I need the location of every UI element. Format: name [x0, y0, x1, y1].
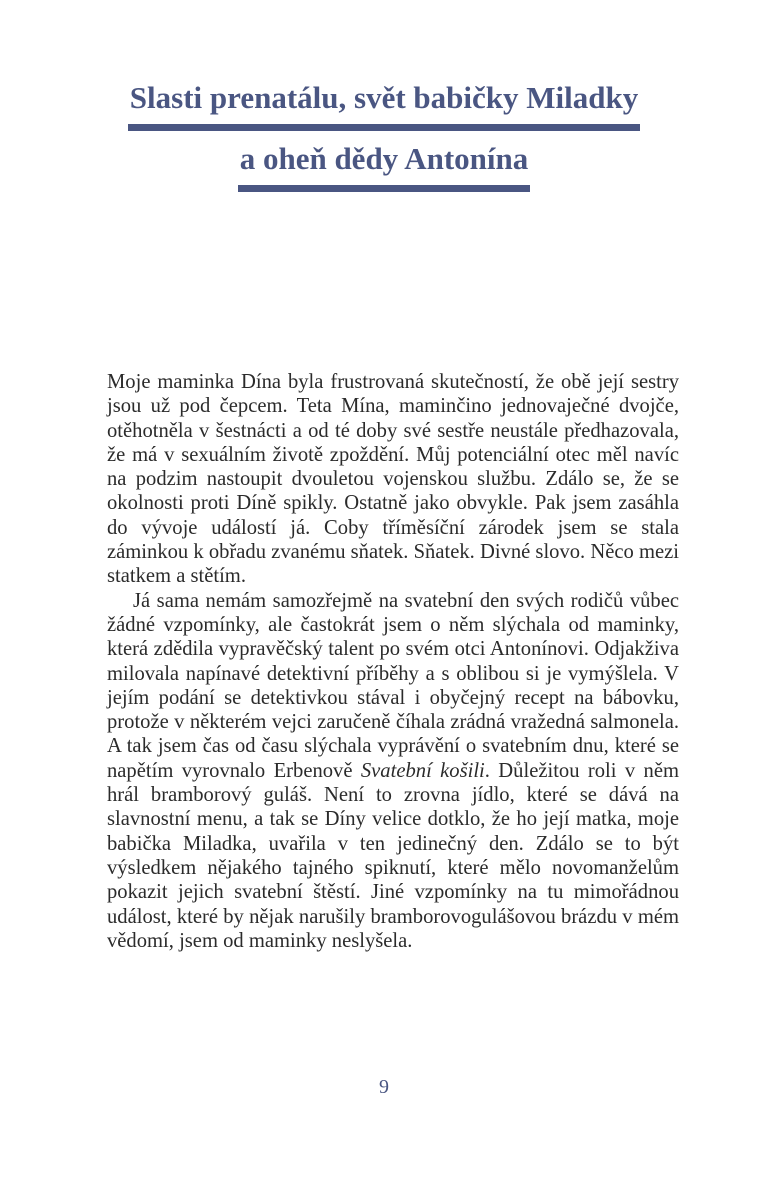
paragraph-1: Moje maminka Dína byla frustrovaná skutečností, že obě její sestry jsou už pod čepcem. Teta Mína, maminčino jednovaječné dvojče, otěhotněla v šestnácti a od té doby své sestře neustále předhazovala, že má v sexuálním životě zpoždění. Můj potenciální otec měl navíc na podzim nastoupit dvouletou vojenskou službu. Zdálo se, že se okolnosti proti Díně spikly. Ostatně jako obvykle. Pak jsem zasáhla do vývoje událostí já. Coby tříměsíční zárodek jsem se stala záminkou k obřadu zvanému sňatek. Sňatek. Divné slovo. Něco mezi statkem a stětím. [107, 371, 679, 588]
paragraph-2-part-1: Já sama nemám samozřejmě na svatební den svých rodičů vůbec žádné vzpomínky, ale častokrát jsem o něm slýchala od maminky, která zdědila vypravěčský talent po svém otci Antonínovi. Odjakživa milovala napínavé detektivní příběhy a s oblibou si je vymýšlela. V jejím podání se detektivkou stával i obyčejný recept na bábovku, protože v některém vejci zaručeně číhala zrádná vražedná salmonela. A tak jsem čas od času slýchala vyprávění o svatebním dnu, které se napětím vyrovnalo Erbenově [107, 589, 679, 782]
book-title-italic: Svatební košili [360, 759, 485, 782]
paragraph-2 [107, 589, 679, 953]
page-number: 9 [379, 1076, 389, 1098]
chapter-title-line-1: Slasti prenatálu, svět babičky Miladky [128, 78, 640, 131]
chapter-title [0, 78, 768, 192]
paragraph-2-part-2: . Důležitou roli v něm hrál bramborový guláš. Není to zrovna jídlo, které se dává na slavnostní menu, a tak se Díny velice dotklo, že ho její matka, moje babička Miladka, uvařila v ten jedinečný den. Zdálo se to být výsledkem nějakého tajného spiknutí, které mělo novomanželům pokazit jejich svatební štěstí. Jiné vzpomínky na tu mimořádnou událost, které by nějak narušily bramborovogulášovou brázdu v mém vědomí, jsem od maminky neslyšela. [107, 759, 679, 952]
chapter-title-line-2: a oheň dědy Antonína [238, 139, 531, 192]
chapter-body [107, 370, 679, 953]
